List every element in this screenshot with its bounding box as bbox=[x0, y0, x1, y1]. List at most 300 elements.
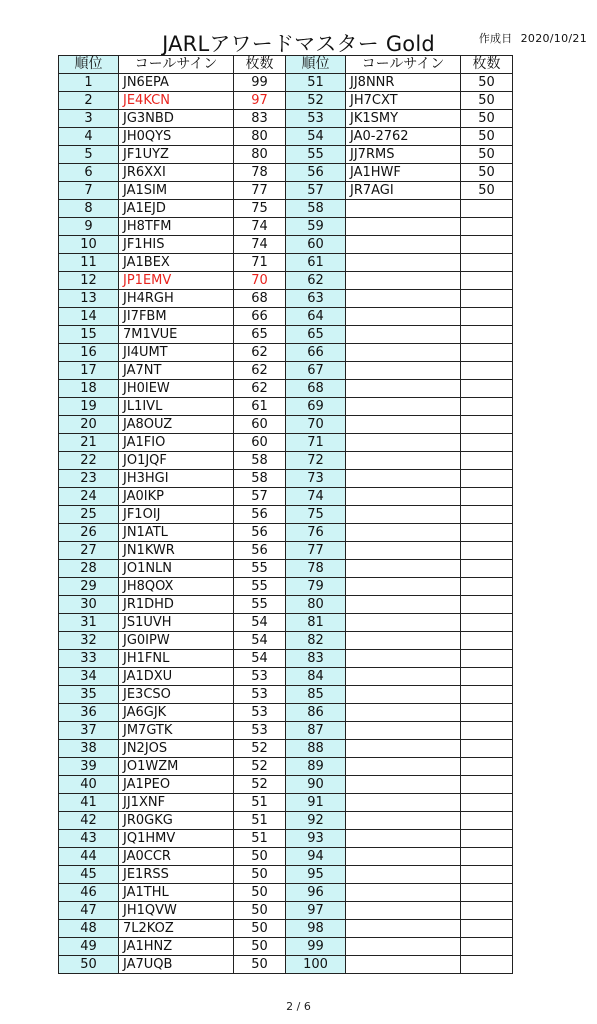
rank-cell: 85 bbox=[286, 686, 346, 704]
rank-cell: 100 bbox=[286, 956, 346, 974]
rank-cell: 25 bbox=[59, 506, 119, 524]
count-cell bbox=[461, 308, 513, 326]
rank-cell: 13 bbox=[59, 290, 119, 308]
callsign-cell bbox=[346, 524, 461, 542]
count-cell: 70 bbox=[234, 272, 286, 290]
callsign-cell bbox=[346, 398, 461, 416]
rank-cell: 86 bbox=[286, 704, 346, 722]
rank-cell: 2 bbox=[59, 92, 119, 110]
rank-cell: 73 bbox=[286, 470, 346, 488]
rank-cell: 52 bbox=[286, 92, 346, 110]
callsign-cell: JN1ATL bbox=[119, 524, 234, 542]
count-cell: 50 bbox=[461, 146, 513, 164]
rank-cell: 58 bbox=[286, 200, 346, 218]
rank-cell: 94 bbox=[286, 848, 346, 866]
callsign-cell: JA6GJK bbox=[119, 704, 234, 722]
count-cell bbox=[461, 200, 513, 218]
table-row bbox=[59, 848, 513, 866]
table-row bbox=[59, 938, 513, 956]
count-cell: 50 bbox=[461, 182, 513, 200]
count-cell: 54 bbox=[234, 650, 286, 668]
count-cell bbox=[461, 380, 513, 398]
rank-cell: 23 bbox=[59, 470, 119, 488]
count-cell bbox=[461, 488, 513, 506]
rank-cell: 61 bbox=[286, 254, 346, 272]
count-cell: 52 bbox=[234, 776, 286, 794]
ranking-table bbox=[58, 55, 513, 974]
table-row bbox=[59, 470, 513, 488]
count-cell: 60 bbox=[234, 416, 286, 434]
rank-cell: 18 bbox=[59, 380, 119, 398]
rank-cell: 24 bbox=[59, 488, 119, 506]
count-cell bbox=[461, 290, 513, 308]
table-row bbox=[59, 74, 513, 92]
callsign-cell: JA1PEO bbox=[119, 776, 234, 794]
callsign-cell: JF1OIJ bbox=[119, 506, 234, 524]
rank-cell: 66 bbox=[286, 344, 346, 362]
count-cell: 56 bbox=[234, 506, 286, 524]
rank-cell: 64 bbox=[286, 308, 346, 326]
count-cell: 80 bbox=[234, 146, 286, 164]
table-row bbox=[59, 218, 513, 236]
callsign-cell: JR6XXI bbox=[119, 164, 234, 182]
count-cell: 60 bbox=[234, 434, 286, 452]
rank-cell: 59 bbox=[286, 218, 346, 236]
callsign-cell bbox=[346, 614, 461, 632]
count-cell bbox=[461, 686, 513, 704]
table-row bbox=[59, 272, 513, 290]
rank-cell: 14 bbox=[59, 308, 119, 326]
table-row bbox=[59, 542, 513, 560]
rank-cell: 46 bbox=[59, 884, 119, 902]
rank-cell: 5 bbox=[59, 146, 119, 164]
table-row bbox=[59, 560, 513, 578]
callsign-cell bbox=[346, 290, 461, 308]
count-cell: 50 bbox=[234, 902, 286, 920]
count-cell bbox=[461, 452, 513, 470]
rank-cell: 42 bbox=[59, 812, 119, 830]
callsign-cell bbox=[346, 542, 461, 560]
count-cell bbox=[461, 254, 513, 272]
rank-cell: 4 bbox=[59, 128, 119, 146]
table-row bbox=[59, 920, 513, 938]
callsign-cell bbox=[346, 686, 461, 704]
count-cell: 75 bbox=[234, 200, 286, 218]
count-cell bbox=[461, 866, 513, 884]
rank-cell: 47 bbox=[59, 902, 119, 920]
table-row bbox=[59, 146, 513, 164]
callsign-cell bbox=[346, 380, 461, 398]
callsign-cell: JN6EPA bbox=[119, 74, 234, 92]
rank-cell: 35 bbox=[59, 686, 119, 704]
rank-cell: 43 bbox=[59, 830, 119, 848]
rank-cell: 21 bbox=[59, 434, 119, 452]
callsign-cell: JI7FBM bbox=[119, 308, 234, 326]
rank-cell: 62 bbox=[286, 272, 346, 290]
rank-cell: 72 bbox=[286, 452, 346, 470]
table-row bbox=[59, 452, 513, 470]
rank-cell: 92 bbox=[286, 812, 346, 830]
callsign-cell: JA0CCR bbox=[119, 848, 234, 866]
table-row bbox=[59, 164, 513, 182]
count-cell: 65 bbox=[234, 326, 286, 344]
callsign-cell: JJ8NNR bbox=[346, 74, 461, 92]
rank-cell: 29 bbox=[59, 578, 119, 596]
rank-cell: 50 bbox=[59, 956, 119, 974]
count-cell: 58 bbox=[234, 470, 286, 488]
rank-cell: 11 bbox=[59, 254, 119, 272]
callsign-cell: JH3HGI bbox=[119, 470, 234, 488]
callsign-cell: JI4UMT bbox=[119, 344, 234, 362]
count-cell: 50 bbox=[234, 866, 286, 884]
callsign-cell: JN2JOS bbox=[119, 740, 234, 758]
page-title: JARLアワードマスター Gold bbox=[162, 32, 435, 56]
table-row bbox=[59, 668, 513, 686]
callsign-cell bbox=[346, 254, 461, 272]
callsign-cell bbox=[346, 776, 461, 794]
rank-cell: 49 bbox=[59, 938, 119, 956]
count-cell: 55 bbox=[234, 596, 286, 614]
count-cell: 83 bbox=[234, 110, 286, 128]
count-cell bbox=[461, 560, 513, 578]
rank-cell: 8 bbox=[59, 200, 119, 218]
rank-cell: 16 bbox=[59, 344, 119, 362]
rank-cell: 48 bbox=[59, 920, 119, 938]
table-row bbox=[59, 794, 513, 812]
callsign-cell: JK1SMY bbox=[346, 110, 461, 128]
callsign-cell: JJ7RMS bbox=[346, 146, 461, 164]
count-cell bbox=[461, 938, 513, 956]
table-row bbox=[59, 632, 513, 650]
count-cell bbox=[461, 812, 513, 830]
table-row bbox=[59, 398, 513, 416]
callsign-cell bbox=[346, 632, 461, 650]
count-cell: 50 bbox=[234, 848, 286, 866]
created-date bbox=[471, 30, 587, 46]
rank-cell: 65 bbox=[286, 326, 346, 344]
rank-cell: 90 bbox=[286, 776, 346, 794]
rank-cell: 57 bbox=[286, 182, 346, 200]
count-cell: 56 bbox=[234, 542, 286, 560]
count-cell: 50 bbox=[461, 128, 513, 146]
count-cell bbox=[461, 398, 513, 416]
table-row bbox=[59, 182, 513, 200]
callsign-cell: JO1WZM bbox=[119, 758, 234, 776]
rank-cell: 45 bbox=[59, 866, 119, 884]
rank-cell: 68 bbox=[286, 380, 346, 398]
rank-cell: 78 bbox=[286, 560, 346, 578]
rank-cell: 38 bbox=[59, 740, 119, 758]
callsign-cell bbox=[346, 434, 461, 452]
count-cell bbox=[461, 848, 513, 866]
callsign-cell: JA1THL bbox=[119, 884, 234, 902]
count-cell: 97 bbox=[234, 92, 286, 110]
rank-cell: 9 bbox=[59, 218, 119, 236]
rank-cell: 96 bbox=[286, 884, 346, 902]
created-date-value: 2020/10/21 bbox=[520, 32, 587, 45]
table-row bbox=[59, 110, 513, 128]
callsign-cell: JH4RGH bbox=[119, 290, 234, 308]
rank-cell: 60 bbox=[286, 236, 346, 254]
count-cell: 53 bbox=[234, 686, 286, 704]
callsign-cell bbox=[346, 470, 461, 488]
table-row bbox=[59, 596, 513, 614]
rank-cell: 95 bbox=[286, 866, 346, 884]
count-cell bbox=[461, 506, 513, 524]
rank-cell: 37 bbox=[59, 722, 119, 740]
header-count: 枚数 bbox=[461, 56, 513, 74]
table-row bbox=[59, 362, 513, 380]
callsign-cell: JH0QYS bbox=[119, 128, 234, 146]
count-cell: 62 bbox=[234, 362, 286, 380]
rank-cell: 88 bbox=[286, 740, 346, 758]
callsign-cell: JG0IPW bbox=[119, 632, 234, 650]
count-cell: 51 bbox=[234, 812, 286, 830]
rank-cell: 1 bbox=[59, 74, 119, 92]
callsign-cell: JF1UYZ bbox=[119, 146, 234, 164]
callsign-cell bbox=[346, 452, 461, 470]
callsign-cell bbox=[346, 344, 461, 362]
table-row bbox=[59, 776, 513, 794]
rank-cell: 27 bbox=[59, 542, 119, 560]
count-cell: 80 bbox=[234, 128, 286, 146]
callsign-cell: JG3NBD bbox=[119, 110, 234, 128]
rank-cell: 56 bbox=[286, 164, 346, 182]
table-header-row bbox=[59, 56, 513, 74]
callsign-cell bbox=[346, 488, 461, 506]
count-cell: 50 bbox=[461, 110, 513, 128]
rank-cell: 67 bbox=[286, 362, 346, 380]
count-cell: 54 bbox=[234, 632, 286, 650]
count-cell bbox=[461, 830, 513, 848]
table-row bbox=[59, 200, 513, 218]
count-cell bbox=[461, 218, 513, 236]
count-cell: 51 bbox=[234, 794, 286, 812]
callsign-cell: JA7UQB bbox=[119, 956, 234, 974]
rank-cell: 28 bbox=[59, 560, 119, 578]
count-cell: 53 bbox=[234, 668, 286, 686]
table-row bbox=[59, 290, 513, 308]
count-cell bbox=[461, 722, 513, 740]
rank-cell: 89 bbox=[286, 758, 346, 776]
rank-cell: 98 bbox=[286, 920, 346, 938]
callsign-cell bbox=[346, 740, 461, 758]
count-cell bbox=[461, 632, 513, 650]
count-cell bbox=[461, 776, 513, 794]
rank-cell: 75 bbox=[286, 506, 346, 524]
table-row bbox=[59, 758, 513, 776]
rank-cell: 44 bbox=[59, 848, 119, 866]
count-cell bbox=[461, 470, 513, 488]
callsign-cell: JH8TFM bbox=[119, 218, 234, 236]
count-cell: 55 bbox=[234, 560, 286, 578]
rank-cell: 26 bbox=[59, 524, 119, 542]
callsign-cell: JN1KWR bbox=[119, 542, 234, 560]
rank-cell: 79 bbox=[286, 578, 346, 596]
rank-cell: 82 bbox=[286, 632, 346, 650]
header-rank: 順位 bbox=[59, 56, 119, 74]
count-cell: 54 bbox=[234, 614, 286, 632]
table-row bbox=[59, 236, 513, 254]
count-cell: 50 bbox=[234, 956, 286, 974]
callsign-cell bbox=[346, 902, 461, 920]
rank-cell: 33 bbox=[59, 650, 119, 668]
rank-cell: 93 bbox=[286, 830, 346, 848]
count-cell: 52 bbox=[234, 758, 286, 776]
count-cell bbox=[461, 956, 513, 974]
callsign-cell: JS1UVH bbox=[119, 614, 234, 632]
count-cell bbox=[461, 236, 513, 254]
rank-cell: 15 bbox=[59, 326, 119, 344]
count-cell: 50 bbox=[461, 92, 513, 110]
table-row bbox=[59, 650, 513, 668]
count-cell bbox=[461, 596, 513, 614]
rank-cell: 87 bbox=[286, 722, 346, 740]
rank-cell: 76 bbox=[286, 524, 346, 542]
table-row bbox=[59, 866, 513, 884]
callsign-cell bbox=[346, 236, 461, 254]
rank-cell: 6 bbox=[59, 164, 119, 182]
callsign-cell: JR1DHD bbox=[119, 596, 234, 614]
table-row bbox=[59, 92, 513, 110]
table-row bbox=[59, 128, 513, 146]
rank-cell: 80 bbox=[286, 596, 346, 614]
rank-cell: 19 bbox=[59, 398, 119, 416]
rank-cell: 70 bbox=[286, 416, 346, 434]
callsign-cell: JO1JQF bbox=[119, 452, 234, 470]
callsign-cell bbox=[346, 560, 461, 578]
callsign-cell: JE3CSO bbox=[119, 686, 234, 704]
table-row bbox=[59, 740, 513, 758]
rank-cell: 3 bbox=[59, 110, 119, 128]
count-cell: 57 bbox=[234, 488, 286, 506]
count-cell: 62 bbox=[234, 344, 286, 362]
rank-cell: 31 bbox=[59, 614, 119, 632]
count-cell: 50 bbox=[461, 164, 513, 182]
count-cell: 66 bbox=[234, 308, 286, 326]
count-cell bbox=[461, 272, 513, 290]
table-row bbox=[59, 812, 513, 830]
rank-cell: 36 bbox=[59, 704, 119, 722]
table-row bbox=[59, 488, 513, 506]
count-cell bbox=[461, 542, 513, 560]
callsign-cell: JA0-2762 bbox=[346, 128, 461, 146]
callsign-cell bbox=[346, 650, 461, 668]
table-row bbox=[59, 254, 513, 272]
rank-cell: 55 bbox=[286, 146, 346, 164]
table-row bbox=[59, 434, 513, 452]
count-cell bbox=[461, 794, 513, 812]
rank-cell: 84 bbox=[286, 668, 346, 686]
callsign-cell: JR7AGI bbox=[346, 182, 461, 200]
callsign-cell bbox=[346, 920, 461, 938]
callsign-cell: JH1FNL bbox=[119, 650, 234, 668]
count-cell: 50 bbox=[234, 938, 286, 956]
rank-cell: 17 bbox=[59, 362, 119, 380]
table-row bbox=[59, 308, 513, 326]
callsign-cell bbox=[346, 848, 461, 866]
callsign-cell: JH0IEW bbox=[119, 380, 234, 398]
count-cell bbox=[461, 434, 513, 452]
count-cell: 52 bbox=[234, 740, 286, 758]
table-row bbox=[59, 722, 513, 740]
count-cell bbox=[461, 668, 513, 686]
callsign-cell bbox=[346, 326, 461, 344]
callsign-cell bbox=[346, 596, 461, 614]
table-row bbox=[59, 506, 513, 524]
count-cell: 68 bbox=[234, 290, 286, 308]
table-row bbox=[59, 614, 513, 632]
count-cell: 51 bbox=[234, 830, 286, 848]
count-cell: 56 bbox=[234, 524, 286, 542]
count-cell bbox=[461, 704, 513, 722]
count-cell bbox=[461, 326, 513, 344]
callsign-cell bbox=[346, 884, 461, 902]
count-cell bbox=[461, 578, 513, 596]
table-row bbox=[59, 578, 513, 596]
callsign-cell: JH1QVW bbox=[119, 902, 234, 920]
callsign-cell: JA1SIM bbox=[119, 182, 234, 200]
count-cell: 50 bbox=[234, 884, 286, 902]
rank-cell: 97 bbox=[286, 902, 346, 920]
callsign-cell: JQ1HMV bbox=[119, 830, 234, 848]
rank-cell: 91 bbox=[286, 794, 346, 812]
rank-cell: 71 bbox=[286, 434, 346, 452]
rank-cell: 12 bbox=[59, 272, 119, 290]
callsign-cell bbox=[346, 362, 461, 380]
count-cell: 58 bbox=[234, 452, 286, 470]
count-cell: 74 bbox=[234, 236, 286, 254]
rank-cell: 22 bbox=[59, 452, 119, 470]
callsign-cell: 7L2KOZ bbox=[119, 920, 234, 938]
count-cell bbox=[461, 614, 513, 632]
callsign-cell: JA1BEX bbox=[119, 254, 234, 272]
callsign-cell: JF1HIS bbox=[119, 236, 234, 254]
callsign-cell: JA1FIO bbox=[119, 434, 234, 452]
callsign-cell: JO1NLN bbox=[119, 560, 234, 578]
count-cell: 53 bbox=[234, 704, 286, 722]
rank-cell: 51 bbox=[286, 74, 346, 92]
created-label: 作成日 bbox=[478, 32, 513, 45]
callsign-cell bbox=[346, 938, 461, 956]
count-cell: 71 bbox=[234, 254, 286, 272]
count-cell: 99 bbox=[234, 74, 286, 92]
rank-cell: 74 bbox=[286, 488, 346, 506]
rank-cell: 34 bbox=[59, 668, 119, 686]
callsign-cell: JH8QOX bbox=[119, 578, 234, 596]
rank-cell: 7 bbox=[59, 182, 119, 200]
count-cell bbox=[461, 650, 513, 668]
count-cell bbox=[461, 902, 513, 920]
callsign-cell: JA1DXU bbox=[119, 668, 234, 686]
header-callsign: コールサイン bbox=[119, 56, 234, 74]
callsign-cell bbox=[346, 704, 461, 722]
count-cell: 50 bbox=[461, 74, 513, 92]
callsign-cell: JA8OUZ bbox=[119, 416, 234, 434]
table-row bbox=[59, 524, 513, 542]
callsign-cell bbox=[346, 272, 461, 290]
callsign-cell: JA7NT bbox=[119, 362, 234, 380]
callsign-cell bbox=[346, 722, 461, 740]
count-cell: 74 bbox=[234, 218, 286, 236]
count-cell bbox=[461, 524, 513, 542]
rank-cell: 39 bbox=[59, 758, 119, 776]
rank-cell: 83 bbox=[286, 650, 346, 668]
callsign-cell: JA1EJD bbox=[119, 200, 234, 218]
count-cell: 77 bbox=[234, 182, 286, 200]
callsign-cell: JE4KCN bbox=[119, 92, 234, 110]
callsign-cell bbox=[346, 812, 461, 830]
